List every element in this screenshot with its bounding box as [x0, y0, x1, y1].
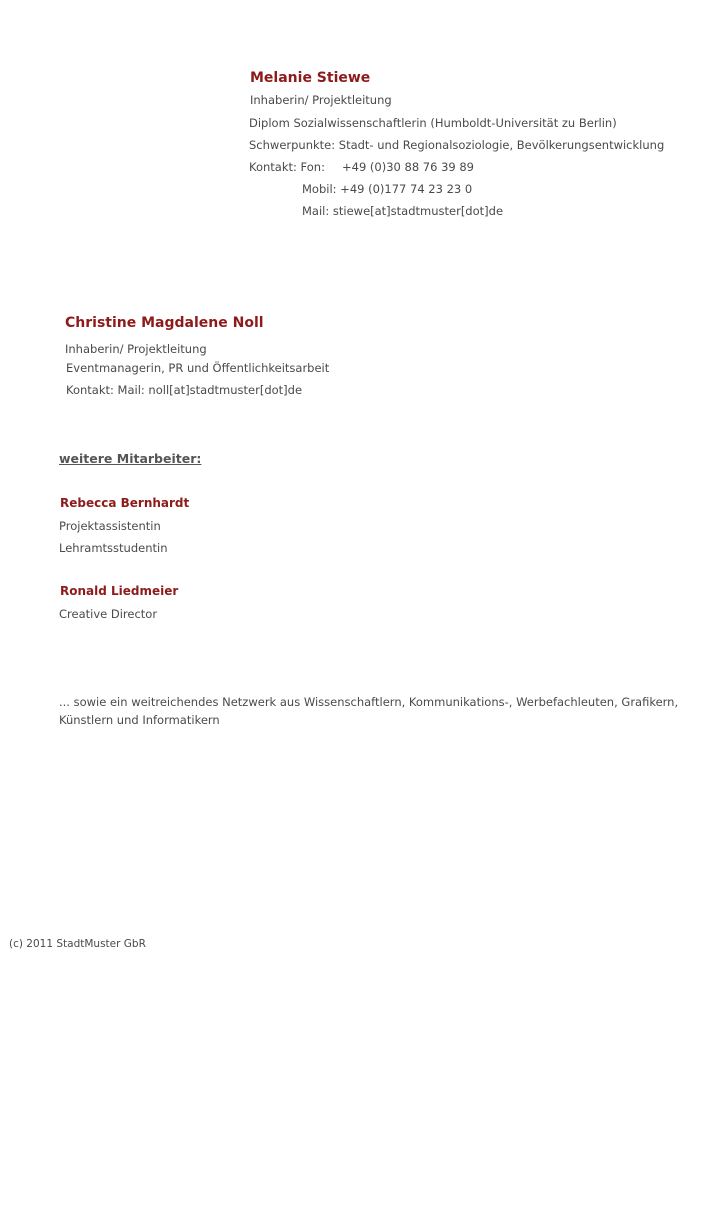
melanie-contact-label: Kontakt: Fon: [249, 160, 325, 174]
melanie-role: Inhaberin/ Projektleitung [250, 93, 392, 107]
melanie-phone: +49 (0)30 88 76 39 89 [342, 160, 475, 174]
rebecca-line1: Projektassistentin [59, 519, 161, 533]
rebecca-name: Rebecca Bernhardt [60, 496, 190, 510]
ronald-line1: Creative Director [59, 607, 158, 621]
christine-profession: Eventmanagerin, PR und Öffentlichkeitsarbeit [66, 361, 330, 375]
ronald-name: Ronald Liedmeier [60, 584, 179, 598]
footer-copyright: (c) 2011 StadtMuster GbR [9, 938, 146, 950]
network-line2: Künstlern und Informatikern [59, 713, 220, 727]
christine-contact: Kontakt: Mail: noll[at]stadtmuster[dot]de [66, 383, 303, 397]
melanie-focus: Schwerpunkte: Stadt- und Regionalsoziologie, Bevölkerungsentwicklung [249, 138, 665, 152]
rebecca-line2: Lehramtsstudentin [59, 541, 168, 555]
melanie-mobile: Mobil: +49 (0)177 74 23 23 0 [302, 182, 473, 196]
christine-name: Christine Magdalene Noll [65, 315, 264, 331]
melanie-mail: Mail: stiewe[at]stadtmuster[dot]de [302, 204, 504, 218]
network-line1: ... sowie ein weitreichendes Netzwerk aus Wissenschaftlern, Kommunikations-, Werbefachleuten, Grafikern, [59, 695, 679, 709]
christine-role: Inhaberin/ Projektleitung [65, 342, 207, 356]
staff-heading: weitere Mitarbeiter: [59, 451, 202, 466]
melanie-degree: Diplom Sozialwissenschaftlerin (Humboldt-Universität zu Berlin) [249, 116, 617, 130]
melanie-name: Melanie Stiewe [250, 70, 371, 86]
